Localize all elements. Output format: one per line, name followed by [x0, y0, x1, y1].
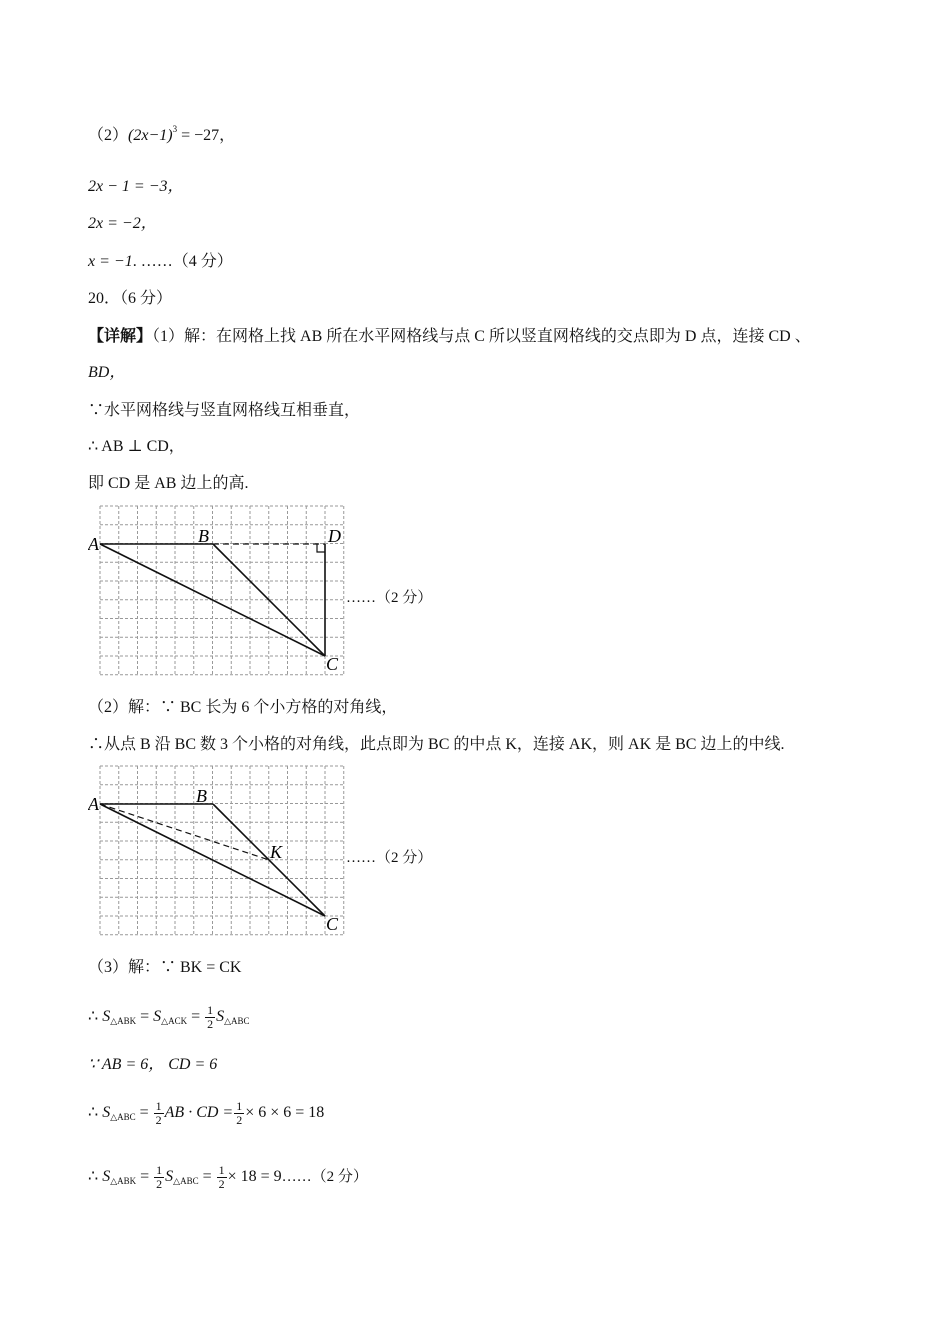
equation-lhs: (2x−1)	[128, 127, 173, 144]
fig2-score: ……（2 分）	[346, 850, 433, 866]
area-s: S	[102, 1008, 111, 1025]
area-s: S	[216, 1008, 225, 1025]
label-d: D	[328, 526, 341, 546]
q20-area-abk	[88, 1160, 368, 1198]
q20-area-abc	[88, 1096, 324, 1134]
area-s: S	[165, 1168, 174, 1185]
area-sub-abk: △ABK	[110, 1016, 137, 1026]
fig1-score: ……（2 分）	[346, 590, 433, 606]
segment-bc	[213, 544, 325, 656]
fraction-half	[154, 1100, 164, 1127]
right-angle-mark	[317, 544, 325, 552]
numerator: 1	[155, 1098, 162, 1113]
q19-part2-equation	[88, 118, 235, 147]
q20-part1-reason1: ∵水平网格线与竖直网格线互相垂直，	[88, 402, 361, 419]
q20-part1-text2: BD，	[88, 364, 126, 381]
q19-step-2: 2x = −2，	[88, 215, 157, 232]
calc-tail: AB · CD =	[164, 1104, 234, 1121]
denominator: 2	[236, 1112, 243, 1127]
part-label: （2）	[88, 127, 129, 144]
label-c: C	[326, 654, 339, 674]
denominator: 2	[155, 1112, 162, 1127]
numerator: 1	[207, 1002, 214, 1017]
segment-ak	[100, 804, 269, 860]
area-sub-abc: △ABC	[224, 1016, 250, 1026]
area-s: S	[153, 1008, 162, 1025]
calc-end: × 6 × 6 = 18	[245, 1104, 325, 1121]
numerator: 1	[218, 1162, 225, 1177]
figure-altitude	[88, 504, 358, 676]
area-s: S	[102, 1168, 111, 1185]
equals: =	[136, 1008, 154, 1025]
fraction-half	[234, 1100, 244, 1127]
q20-area-relation	[88, 1000, 250, 1038]
equals: =	[187, 1008, 205, 1025]
therefore-symbol: ∴	[88, 1104, 99, 1121]
area-sub-abc: △ABC	[173, 1176, 199, 1186]
label-a: A	[88, 534, 99, 554]
q20-part2-text: （2）解：∵ BC 长为 6 个小方格的对角线，	[88, 699, 398, 716]
q19-step-3	[88, 251, 233, 273]
comma: ，	[219, 127, 236, 144]
final-score: ……（2 分）	[281, 1169, 368, 1185]
grid-1	[100, 506, 344, 675]
detail-tag: 【详解】	[88, 328, 153, 345]
equation-exponent: 3	[172, 124, 178, 134]
q20-part1-conclusion: 即 CD 是 AB 边上的高.	[88, 475, 249, 492]
label-c: C	[326, 914, 339, 934]
step3-score: . ……（4 分）	[132, 253, 233, 270]
equation-rhs: = −27	[177, 127, 220, 144]
q19-step-1: 2x − 1 = −3，	[88, 178, 184, 195]
area-s: S	[102, 1104, 111, 1121]
fraction-half	[205, 1004, 215, 1031]
label-b: B	[196, 786, 207, 806]
label-a: A	[88, 794, 99, 814]
q20-part2-text2: ∴从点 B 沿 BC 数 3 个小格的对角线，此点即为 BC 的中点 K，连接 AK，则 AK 是 BC 边上的中线.	[88, 736, 785, 753]
equals: =	[198, 1168, 216, 1185]
fraction-half	[154, 1164, 164, 1191]
therefore-symbol: ∴	[88, 1008, 99, 1025]
label-k: K	[270, 842, 283, 862]
part1-text: （1）解：在网格上找 AB 所在水平网格线与点 C 所以竖直网格线的交点即为 D 点，连接 CD 、	[152, 328, 811, 345]
numerator: 1	[156, 1162, 163, 1177]
area-sub-abc: △ABC	[110, 1112, 136, 1122]
step3-eq: x = −1	[88, 253, 133, 270]
label-b: B	[198, 526, 209, 546]
q20-part1-reason2: ∴ AB ⊥ CD，	[88, 438, 185, 455]
denominator: 2	[156, 1176, 163, 1191]
denominator: 2	[218, 1176, 225, 1191]
equals: =	[135, 1104, 153, 1121]
numerator: 1	[236, 1098, 243, 1113]
denominator: 2	[207, 1016, 214, 1031]
grid-2	[100, 766, 344, 935]
fraction-half	[217, 1164, 227, 1191]
area-sub-abk: △ABK	[110, 1176, 137, 1186]
q20-part3-text: （3）解：∵ BK = CK	[88, 959, 242, 976]
q20-header: 20．（6 分）	[88, 290, 173, 307]
q20-part1-text	[88, 326, 811, 348]
figure-median	[88, 764, 358, 936]
area-sub-ack: △ACK	[161, 1016, 188, 1026]
final-tail: × 18 = 9	[227, 1168, 282, 1185]
equals: =	[136, 1168, 154, 1185]
q20-given: ∵ AB = 6， CD = 6	[88, 1056, 218, 1073]
therefore-symbol: ∴	[88, 1168, 99, 1185]
